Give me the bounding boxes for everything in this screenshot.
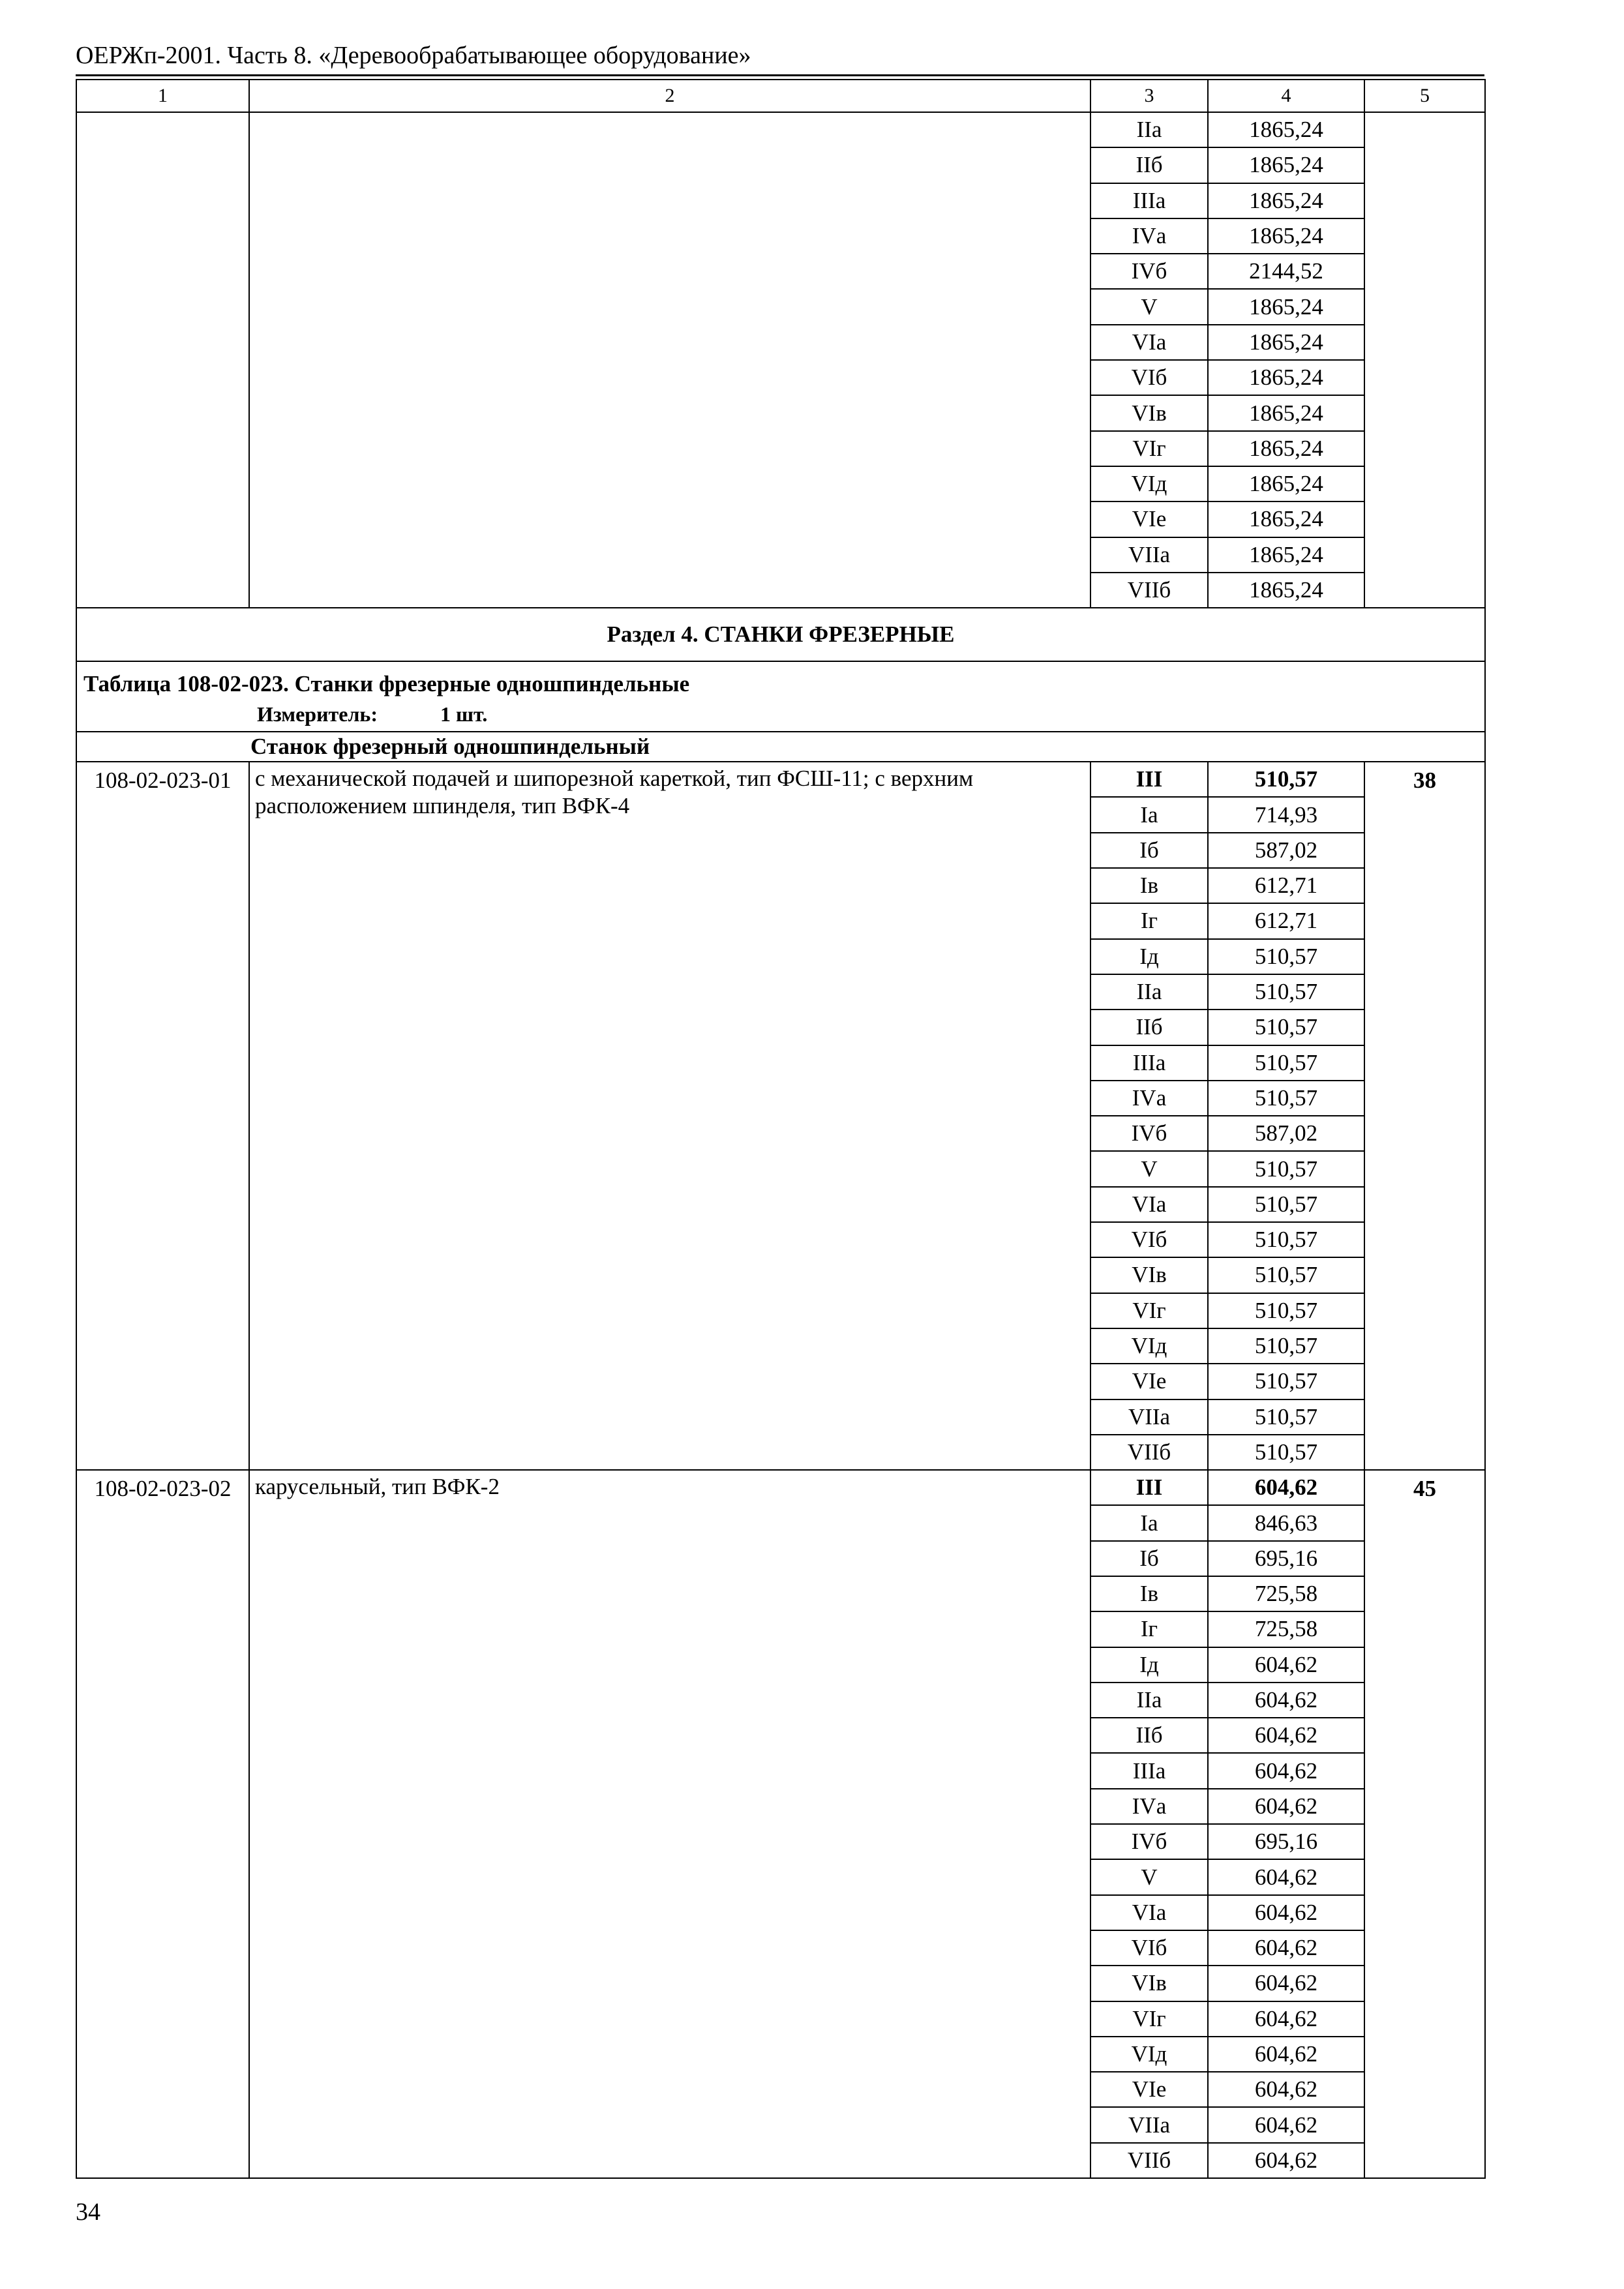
price-cell: 695,16 [1208,1541,1364,1576]
price-cell: 612,71 [1208,903,1364,938]
price-cell: 510,57 [1208,762,1364,797]
price-cell: 604,62 [1208,2107,1364,2142]
column-number: 1 [76,80,249,112]
price-cell: 1865,24 [1208,147,1364,183]
zone-cell: IIIа [1090,1045,1208,1081]
price-cell: 1865,24 [1208,431,1364,466]
zone-cell: VIг [1090,431,1208,466]
extra-cell: 38 [1364,762,1485,1470]
price-cell: 510,57 [1208,1010,1364,1045]
zone-cell: IIб [1090,1010,1208,1045]
extra-cell [1364,112,1485,608]
measure-line [83,701,1478,731]
column-numbers-row [76,80,1485,112]
zone-cell: IIа [1090,1683,1208,1718]
price-cell: 587,02 [1208,1116,1364,1151]
price-cell: 2144,52 [1208,254,1364,289]
zone-cell: VIе [1090,501,1208,537]
price-cell: 695,16 [1208,1824,1364,1859]
price-cell: 1865,24 [1208,395,1364,430]
zone-cell: VIе [1090,1364,1208,1399]
zone-cell: VIIб [1090,1435,1208,1470]
column-number: 2 [249,80,1090,112]
measure-value: 1 шт. [440,702,488,726]
zone-cell: VIг [1090,2001,1208,2037]
section-row [76,608,1485,661]
zone-cell: VIа [1090,1187,1208,1222]
price-cell: 1865,24 [1208,218,1364,254]
section-title: Раздел 4. СТАНКИ ФРЕЗЕРНЫЕ [76,608,1485,661]
zone-cell: Iг [1090,903,1208,938]
subheader-row [76,732,1485,762]
zone-cell: III [1090,1470,1208,1505]
zone-cell: Iд [1090,939,1208,974]
zone-cell: VIIб [1090,573,1208,608]
price-cell: 1865,24 [1208,112,1364,147]
table-row [76,762,1485,797]
zone-cell: VIIб [1090,2143,1208,2178]
zone-cell: VIб [1090,1930,1208,1966]
table-title-cell [76,661,1485,732]
price-cell: 604,62 [1208,1753,1364,1788]
table-title-row [76,661,1485,732]
price-cell: 604,62 [1208,1789,1364,1824]
price-cell: 510,57 [1208,1151,1364,1186]
description-cell: карусельный, тип ВФК-2 [249,1470,1090,2178]
column-number: 3 [1090,80,1208,112]
zone-cell: IVа [1090,1789,1208,1824]
price-cell: 1865,24 [1208,537,1364,573]
zone-cell: IVа [1090,218,1208,254]
zone-cell: IIIа [1090,1753,1208,1788]
zone-cell: IIб [1090,1718,1208,1753]
price-cell: 604,62 [1208,2072,1364,2107]
zone-cell: IIIа [1090,183,1208,218]
price-cell: 612,71 [1208,868,1364,903]
zone-cell: VIг [1090,1293,1208,1328]
page-number: 34 [76,2198,100,2226]
price-cell: 604,62 [1208,1718,1364,1753]
zone-cell: VIIа [1090,2107,1208,2142]
measure-label: Измеритель: [257,702,378,726]
header-rule [76,74,1484,76]
price-cell: 604,62 [1208,1470,1364,1505]
zone-cell: Iд [1090,1647,1208,1683]
price-cell: 604,62 [1208,1647,1364,1683]
table-title: Таблица 108-02-023. Станки фрезерные одношпиндельные [83,671,690,697]
page-header: ОЕРЖп-2001. Часть 8. «Деревообрабатывающее оборудование» [76,42,751,69]
zone-cell: III [1090,762,1208,797]
description-cell [249,112,1090,608]
zone-cell: VIа [1090,1895,1208,1930]
price-cell: 725,58 [1208,1576,1364,1611]
price-cell: 714,93 [1208,797,1364,832]
price-cell: 510,57 [1208,939,1364,974]
code-cell [76,112,249,608]
zone-cell: VIIа [1090,1399,1208,1435]
price-cell: 604,62 [1208,2001,1364,2037]
price-cell: 587,02 [1208,833,1364,868]
zone-cell: IVб [1090,254,1208,289]
zone-cell: VIб [1090,360,1208,395]
price-cell: 510,57 [1208,1293,1364,1328]
price-cell: 510,57 [1208,1328,1364,1364]
zone-cell: VIа [1090,325,1208,360]
price-cell: 725,58 [1208,1611,1364,1647]
zone-cell: VIIа [1090,537,1208,573]
zone-cell: Iв [1090,1576,1208,1611]
zone-cell: VIд [1090,1328,1208,1364]
description-cell: с механической подачей и шипорезной кареткой, тип ФСШ-11; с верхним расположением шпинделя, тип ВФК-4 [249,762,1090,1470]
zone-cell: VIв [1090,395,1208,430]
price-cell: 604,62 [1208,2037,1364,2072]
price-cell: 604,62 [1208,1930,1364,1966]
zone-cell: Iа [1090,797,1208,832]
zone-cell: Iб [1090,833,1208,868]
price-cell: 1865,24 [1208,360,1364,395]
price-cell: 510,57 [1208,1399,1364,1435]
price-cell: 604,62 [1208,1683,1364,1718]
price-cell: 510,57 [1208,1187,1364,1222]
zone-cell: V [1090,1859,1208,1894]
zone-cell: Iа [1090,1505,1208,1540]
price-cell: 604,62 [1208,2143,1364,2178]
price-cell: 510,57 [1208,1081,1364,1116]
zone-cell: IVб [1090,1824,1208,1859]
zone-cell: V [1090,289,1208,324]
column-number: 4 [1208,80,1364,112]
price-cell: 1865,24 [1208,501,1364,537]
zone-cell: VIд [1090,466,1208,501]
extra-cell: 45 [1364,1470,1485,2178]
zone-cell: Iб [1090,1541,1208,1576]
price-cell: 846,63 [1208,1505,1364,1540]
price-cell: 510,57 [1208,1045,1364,1081]
zone-cell: IIб [1090,147,1208,183]
column-number: 5 [1364,80,1485,112]
price-cell: 604,62 [1208,1966,1364,2001]
zone-cell: Iв [1090,868,1208,903]
zone-cell: IIа [1090,974,1208,1010]
price-cell: 1865,24 [1208,183,1364,218]
code-cell: 108-02-023-02 [76,1470,249,2178]
price-cell: 1865,24 [1208,289,1364,324]
zone-cell: V [1090,1151,1208,1186]
table-row [76,1470,1485,1505]
zone-cell: VIв [1090,1966,1208,2001]
zone-cell: Iг [1090,1611,1208,1647]
price-cell: 1865,24 [1208,325,1364,360]
price-cell: 510,57 [1208,1364,1364,1399]
zone-cell: VIб [1090,1222,1208,1257]
subheader: Станок фрезерный одношпиндельный [76,732,1485,762]
zone-cell: VIв [1090,1257,1208,1293]
price-cell: 604,62 [1208,1895,1364,1930]
price-cell: 1865,24 [1208,573,1364,608]
price-cell: 510,57 [1208,1435,1364,1470]
zone-cell: IVб [1090,1116,1208,1151]
table-row [76,112,1485,147]
zone-cell: VIд [1090,2037,1208,2072]
rates-table [76,79,1486,2179]
zone-cell: IVа [1090,1081,1208,1116]
price-cell: 510,57 [1208,1222,1364,1257]
price-cell: 510,57 [1208,974,1364,1010]
price-cell: 510,57 [1208,1257,1364,1293]
code-cell: 108-02-023-01 [76,762,249,1470]
zone-cell: IIа [1090,112,1208,147]
price-cell: 1865,24 [1208,466,1364,501]
price-cell: 604,62 [1208,1859,1364,1894]
zone-cell: VIе [1090,2072,1208,2107]
